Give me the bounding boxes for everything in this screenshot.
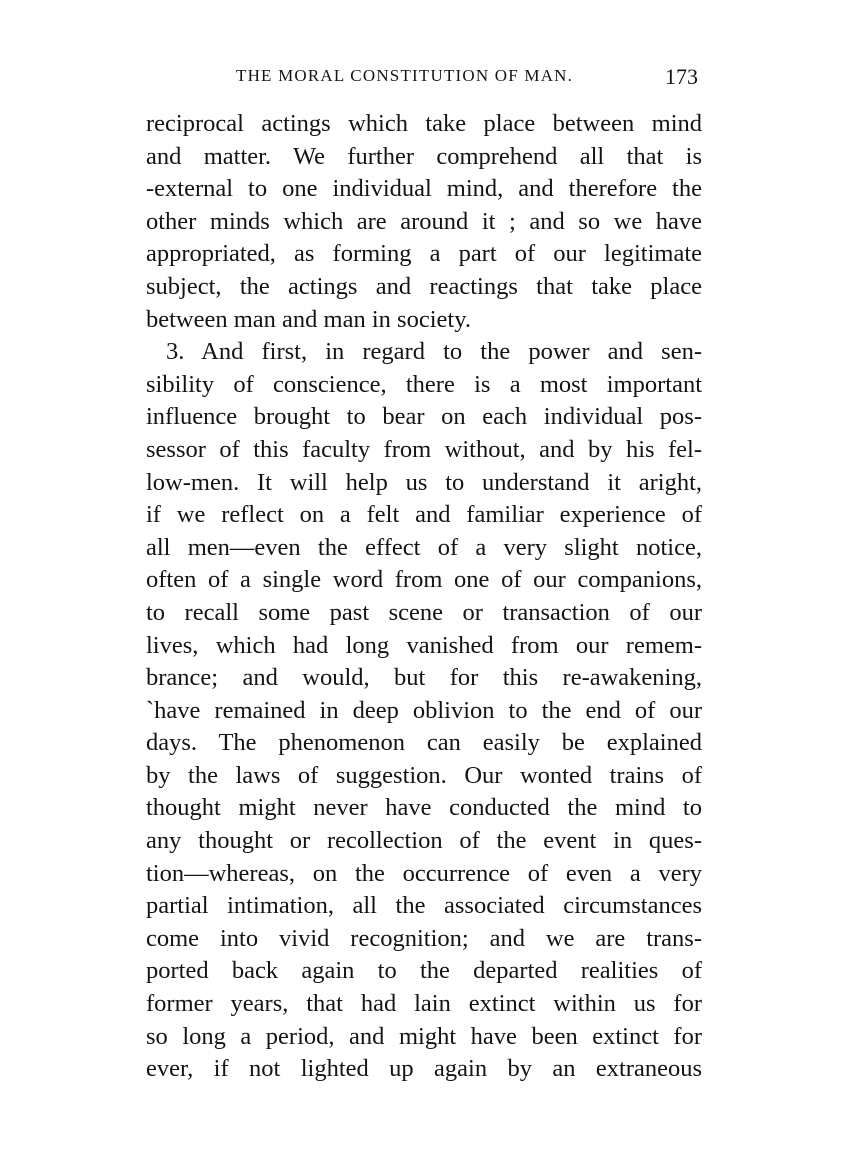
- text-line: appropriated, as forming a part of our legitimate: [146, 240, 702, 268]
- text-line: lives, which had long vanished from our remem-: [146, 631, 702, 659]
- text-line: between man and man in society.: [146, 305, 471, 333]
- text-line: low-men. It will help us to understand it aright,: [146, 468, 702, 496]
- text-line: influence brought to bear on each individual pos-: [146, 403, 702, 431]
- running-title: THE MORAL CONSTITUTION OF MAN.: [236, 66, 574, 85]
- text-line: `have remained in deep oblivion to the end of our: [146, 696, 702, 724]
- text-line: so long a period, and might have been extinct for: [146, 1022, 702, 1050]
- text-line: ported back again to the departed realities of: [146, 957, 702, 985]
- text-line: ever, if not lighted up again by an extraneous: [146, 1055, 702, 1083]
- text-line: come into vivid recognition; and we are trans-: [146, 924, 702, 952]
- text-line: days. The phenomenon can easily be explained: [146, 729, 702, 757]
- text-line: -external to one individual mind, and therefore the: [146, 175, 702, 203]
- paragraph-start-line: 3. And first, in regard to the power and sen-: [166, 338, 702, 366]
- text-line: any thought or recollection of the event in ques-: [146, 827, 702, 855]
- text-line: sibility of conscience, there is a most important: [146, 370, 702, 398]
- text-line: to recall some past scene or transaction of our: [146, 598, 702, 626]
- text-line: thought might never have conducted the mind to: [146, 794, 702, 822]
- text-line: by the laws of suggestion. Our wonted trains of: [146, 761, 702, 789]
- running-header: [146, 62, 702, 92]
- text-line: and matter. We further comprehend all that is: [146, 142, 702, 170]
- text-line: brance; and would, but for this re-awakening,: [146, 664, 702, 692]
- text-line: often of a single word from one of our companions,: [146, 566, 702, 594]
- text-line: tion—whereas, on the occurrence of even a very: [146, 859, 702, 887]
- text-line: former years, that had lain extinct within us for: [146, 990, 702, 1018]
- text-line: reciprocal actings which take place between mind: [146, 110, 702, 137]
- text-line: all men—even the effect of a very slight notice,: [146, 533, 702, 561]
- text-line: sessor of this faculty from without, and by his fel-: [146, 435, 702, 463]
- text-line: if we reflect on a felt and familiar experience of: [146, 501, 702, 529]
- text-line: partial intimation, all the associated circumstances: [146, 892, 702, 920]
- body-text: [146, 108, 702, 1086]
- page-number: 173: [665, 64, 698, 89]
- text-line: other minds which are around it ; and so we have: [146, 207, 702, 235]
- text-line: subject, the actings and reactings that take place: [146, 272, 702, 300]
